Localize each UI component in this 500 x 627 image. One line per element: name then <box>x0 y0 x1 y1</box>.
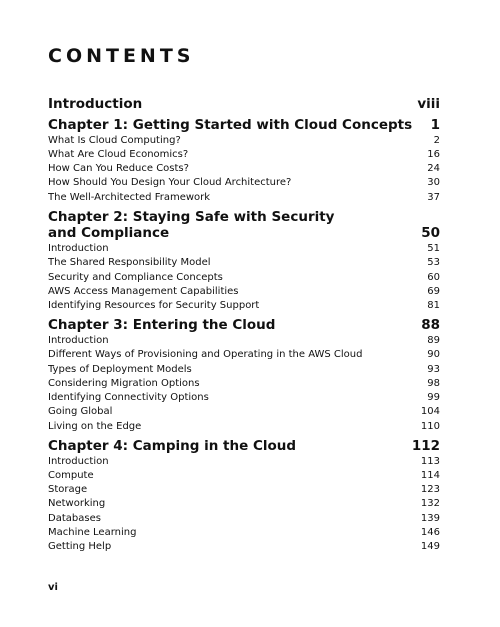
toc-entry-introduction <box>48 96 440 113</box>
section-title: Security and Compliance Concepts <box>48 271 223 283</box>
toc-section-entry <box>48 162 440 176</box>
toc-entry-label: Introduction <box>48 96 143 112</box>
toc-section-entry <box>48 256 440 270</box>
section-title: What Are Cloud Economics? <box>48 148 189 160</box>
section-page-number: 146 <box>420 527 440 539</box>
section-title: Introduction <box>48 455 109 467</box>
chapter-page-number: 1 <box>430 117 440 133</box>
section-title: Machine Learning <box>48 527 137 539</box>
chapter-heading <box>48 438 440 455</box>
chapter-2 <box>48 209 440 313</box>
section-title: AWS Access Management Capabilities <box>48 285 239 297</box>
page-number: vi <box>48 582 58 593</box>
table-of-contents <box>48 96 440 555</box>
section-page-number: 98 <box>427 377 440 389</box>
section-title: Introduction <box>48 242 109 254</box>
contents-heading: CONTENTS <box>48 45 195 67</box>
section-title: Going Global <box>48 406 113 418</box>
section-title: How Should You Design Your Cloud Architecture? <box>48 177 292 189</box>
section-page-number: 60 <box>427 271 440 283</box>
toc-section-entry <box>48 148 440 162</box>
section-title: Databases <box>48 512 101 524</box>
toc-entry-page: viii <box>417 96 440 112</box>
toc-section-entry <box>48 334 440 348</box>
section-title: The Well-Architected Framework <box>48 191 211 203</box>
toc-section-entry <box>48 285 440 299</box>
section-title: Storage <box>48 484 88 496</box>
toc-section-entry <box>48 405 440 419</box>
toc-section-entry <box>48 242 440 256</box>
chapter-title-line: Chapter 4: Camping in the Cloud <box>48 438 297 455</box>
section-page-number: 93 <box>427 363 440 375</box>
section-page-number: 114 <box>420 469 440 481</box>
section-page-number: 104 <box>420 406 440 418</box>
chapter-title <box>48 117 412 134</box>
toc-section-entry <box>48 134 440 148</box>
section-page-number: 99 <box>427 392 440 404</box>
chapter-page-number: 112 <box>411 438 440 455</box>
section-title: Considering Migration Options <box>48 377 200 389</box>
toc-section-entry <box>48 176 440 190</box>
section-page-number: 24 <box>427 163 440 175</box>
toc-section-entry <box>48 469 440 483</box>
toc-section-entry <box>48 391 440 405</box>
toc-section-entry <box>48 540 440 554</box>
section-title: Different Ways of Provisioning and Operating in the AWS Cloud <box>48 349 363 361</box>
toc-section-entry <box>48 377 440 391</box>
section-title: What Is Cloud Computing? <box>48 134 181 146</box>
chapter-title-line: Chapter 1: Getting Started with Cloud Concepts <box>48 117 413 133</box>
section-page-number: 53 <box>427 257 440 269</box>
chapter-page-number: 88 <box>421 317 440 334</box>
section-page-number: 139 <box>420 512 440 524</box>
section-title: Identifying Connectivity Options <box>48 392 209 404</box>
section-title: The Shared Responsibility Model <box>48 257 211 269</box>
chapter-title <box>48 438 296 455</box>
section-page-number: 2 <box>433 134 440 146</box>
toc-section-entry <box>48 483 440 497</box>
toc-section-entry <box>48 299 440 313</box>
section-page-number: 110 <box>420 420 440 432</box>
section-page-number: 132 <box>420 498 440 510</box>
chapter-title-line: Chapter 2: Staying Safe with Security <box>48 208 335 225</box>
section-page-number: 89 <box>427 334 440 346</box>
chapter-heading <box>48 117 440 134</box>
section-title: Networking <box>48 498 106 510</box>
chapter-1 <box>48 117 440 205</box>
section-page-number: 37 <box>427 191 440 203</box>
section-title: Getting Help <box>48 541 112 553</box>
section-title: Compute <box>48 469 94 481</box>
chapter-title-line: Chapter 3: Entering the Cloud <box>48 317 276 334</box>
toc-section-entry <box>48 512 440 526</box>
section-page-number: 90 <box>427 349 440 361</box>
section-page-number: 149 <box>420 541 440 553</box>
chapter-title <box>48 317 275 334</box>
chapter-heading <box>48 317 440 334</box>
section-title: Types of Deployment Models <box>48 363 192 375</box>
section-page-number: 123 <box>420 484 440 496</box>
section-page-number: 69 <box>427 285 440 297</box>
toc-section-entry <box>48 497 440 511</box>
chapter-list <box>48 117 440 555</box>
toc-section-entry <box>48 455 440 469</box>
section-title: Identifying Resources for Security Support <box>48 300 260 312</box>
section-title: Introduction <box>48 334 109 346</box>
section-title: How Can You Reduce Costs? <box>48 163 189 175</box>
chapter-title-line: and Compliance <box>48 225 170 242</box>
chapter-heading <box>48 209 440 242</box>
section-page-number: 51 <box>427 242 440 254</box>
toc-section-entry <box>48 526 440 540</box>
toc-section-entry <box>48 363 440 377</box>
toc-section-entry <box>48 191 440 205</box>
toc-section-entry <box>48 271 440 285</box>
chapter-3 <box>48 317 440 434</box>
section-page-number: 81 <box>427 300 440 312</box>
section-page-number: 16 <box>427 148 440 160</box>
toc-section-entry <box>48 420 440 434</box>
chapter-title <box>48 209 334 242</box>
section-page-number: 113 <box>420 455 440 467</box>
toc-section-entry <box>48 348 440 362</box>
section-title: Living on the Edge <box>48 420 142 432</box>
chapter-4 <box>48 438 440 555</box>
section-page-number: 30 <box>427 177 440 189</box>
chapter-page-number: 50 <box>421 225 440 242</box>
